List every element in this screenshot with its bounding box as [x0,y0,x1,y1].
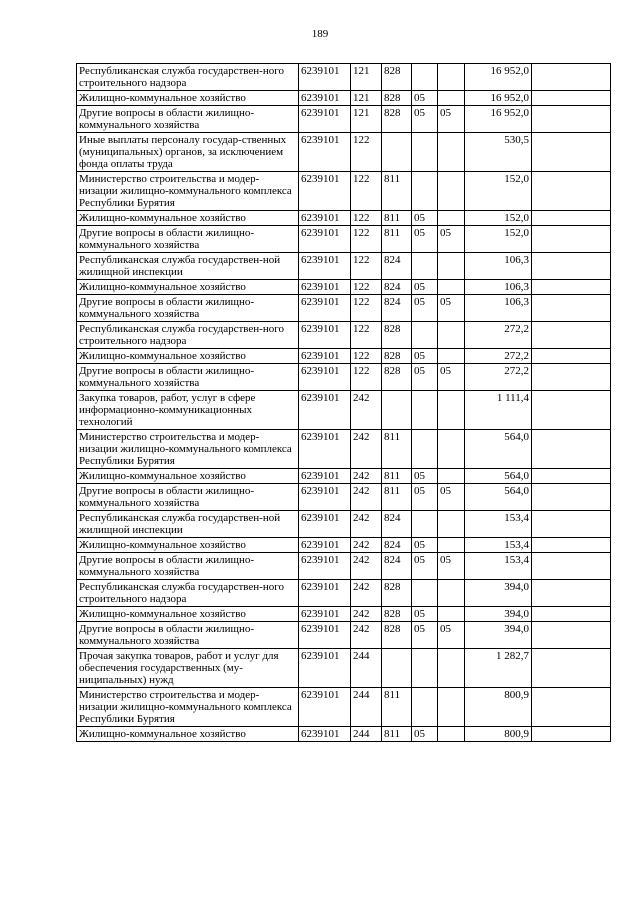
cell-section [412,430,438,469]
cell-target-article: 6239101 [299,226,351,253]
cell-subsection: 05 [438,553,465,580]
table-row [77,295,611,322]
cell-target-article: 6239101 [299,211,351,226]
cell-empty [532,580,611,607]
cell-empty [532,553,611,580]
cell-subsection [438,580,465,607]
cell-section: 05 [412,106,438,133]
cell-target-article: 6239101 [299,538,351,553]
table-row [77,688,611,727]
cell-expense-type: 122 [351,226,382,253]
cell-empty [532,226,611,253]
cell-ministry-code: 824 [382,280,412,295]
table-body [77,64,611,742]
cell-section: 05 [412,469,438,484]
page-number: 189 [311,28,329,40]
cell-ministry-code: 828 [382,607,412,622]
cell-ministry-code: 828 [382,106,412,133]
cell-target-article: 6239101 [299,295,351,322]
cell-amount: 564,0 [465,430,532,469]
cell-empty [532,688,611,727]
cell-expense-type: 242 [351,430,382,469]
cell-target-article: 6239101 [299,349,351,364]
cell-amount: 272,2 [465,364,532,391]
cell-target-article: 6239101 [299,688,351,727]
cell-ministry-code [382,133,412,172]
cell-subsection [438,322,465,349]
budget-table [76,63,611,742]
table-row [77,253,611,280]
table-row [77,538,611,553]
cell-section: 05 [412,553,438,580]
cell-subsection [438,349,465,364]
cell-section: 05 [412,484,438,511]
cell-amount: 564,0 [465,484,532,511]
cell-name: Другие вопросы в области жилищно-коммунального хозяйства [77,295,299,322]
cell-section [412,133,438,172]
cell-section [412,391,438,430]
cell-target-article: 6239101 [299,133,351,172]
cell-ministry-code: 824 [382,538,412,553]
cell-subsection [438,538,465,553]
cell-subsection [438,430,465,469]
cell-expense-type: 121 [351,106,382,133]
cell-empty [532,322,611,349]
cell-amount: 153,4 [465,511,532,538]
cell-subsection [438,391,465,430]
cell-subsection: 05 [438,484,465,511]
cell-subsection [438,280,465,295]
cell-expense-type: 242 [351,469,382,484]
cell-empty [532,91,611,106]
cell-expense-type: 122 [351,349,382,364]
cell-expense-type: 122 [351,364,382,391]
cell-name: Жилищно-коммунальное хозяйство [77,211,299,226]
cell-empty [532,133,611,172]
cell-name: Министерство строительства и модер-низации жилищно-коммунального комплекса Республики Бурятия [77,172,299,211]
cell-expense-type: 242 [351,580,382,607]
cell-section [412,253,438,280]
cell-ministry-code: 811 [382,430,412,469]
cell-target-article: 6239101 [299,280,351,295]
cell-name: Другие вопросы в области жилищно-коммунального хозяйства [77,226,299,253]
cell-expense-type: 121 [351,91,382,106]
cell-amount: 394,0 [465,580,532,607]
cell-amount: 152,0 [465,226,532,253]
cell-subsection [438,688,465,727]
cell-ministry-code: 828 [382,64,412,91]
cell-target-article: 6239101 [299,172,351,211]
cell-empty [532,511,611,538]
cell-amount: 152,0 [465,211,532,226]
cell-subsection [438,133,465,172]
cell-expense-type: 242 [351,511,382,538]
cell-amount: 16 952,0 [465,64,532,91]
cell-name: Другие вопросы в области жилищно-коммунального хозяйства [77,106,299,133]
table-row [77,580,611,607]
cell-section: 05 [412,280,438,295]
cell-name: Жилищно-коммунальное хозяйство [77,607,299,622]
cell-expense-type: 122 [351,253,382,280]
cell-empty [532,649,611,688]
cell-ministry-code: 824 [382,553,412,580]
cell-amount: 1 282,7 [465,649,532,688]
cell-empty [532,172,611,211]
cell-subsection [438,607,465,622]
cell-amount: 1 111,4 [465,391,532,430]
table-row [77,91,611,106]
table-row [77,280,611,295]
cell-name: Другие вопросы в области жилищно-коммунального хозяйства [77,364,299,391]
cell-ministry-code: 828 [382,364,412,391]
cell-empty [532,364,611,391]
cell-section: 05 [412,211,438,226]
cell-name: Другие вопросы в области жилищно-коммунального хозяйства [77,484,299,511]
cell-target-article: 6239101 [299,322,351,349]
cell-section: 05 [412,226,438,253]
cell-subsection [438,64,465,91]
table-row [77,607,611,622]
cell-subsection [438,253,465,280]
cell-subsection: 05 [438,106,465,133]
table-row [77,106,611,133]
cell-subsection: 05 [438,622,465,649]
cell-name: Прочая закупка товаров, работ и услуг для обеспечения государственных (му-ниципальных) нужд [77,649,299,688]
cell-amount: 16 952,0 [465,91,532,106]
cell-expense-type: 244 [351,688,382,727]
cell-name: Республиканская служба государствен-ного строительного надзора [77,64,299,91]
cell-name: Жилищно-коммунальное хозяйство [77,538,299,553]
cell-empty [532,469,611,484]
table-row [77,322,611,349]
cell-amount: 530,5 [465,133,532,172]
cell-name: Министерство строительства и модер-низации жилищно-коммунального комплекса Республики Бурятия [77,688,299,727]
cell-name: Другие вопросы в области жилищно-коммунального хозяйства [77,622,299,649]
cell-section: 05 [412,364,438,391]
cell-expense-type: 242 [351,622,382,649]
cell-expense-type: 122 [351,322,382,349]
cell-name: Жилищно-коммунальное хозяйство [77,280,299,295]
cell-empty [532,349,611,364]
cell-subsection [438,211,465,226]
cell-ministry-code [382,649,412,688]
cell-section: 05 [412,607,438,622]
cell-empty [532,484,611,511]
cell-ministry-code: 811 [382,172,412,211]
table-row [77,484,611,511]
cell-amount: 16 952,0 [465,106,532,133]
cell-expense-type: 121 [351,64,382,91]
cell-target-article: 6239101 [299,391,351,430]
cell-ministry-code: 811 [382,688,412,727]
cell-section [412,511,438,538]
cell-ministry-code: 828 [382,349,412,364]
table-row [77,622,611,649]
cell-name: Министерство строительства и модер-низации жилищно-коммунального комплекса Республики Бурятия [77,430,299,469]
cell-expense-type: 242 [351,553,382,580]
cell-amount: 106,3 [465,280,532,295]
cell-amount: 153,4 [465,553,532,580]
table-row [77,511,611,538]
cell-expense-type: 242 [351,607,382,622]
cell-section [412,64,438,91]
table-row [77,349,611,364]
table-row [77,364,611,391]
cell-subsection: 05 [438,364,465,391]
cell-empty [532,391,611,430]
cell-target-article: 6239101 [299,553,351,580]
cell-name: Республиканская служба государствен-ной жилищной инспекции [77,253,299,280]
cell-section: 05 [412,349,438,364]
cell-target-article: 6239101 [299,64,351,91]
cell-ministry-code: 811 [382,484,412,511]
cell-subsection [438,469,465,484]
cell-empty [532,280,611,295]
cell-empty [532,64,611,91]
cell-section: 05 [412,538,438,553]
cell-section: 05 [412,622,438,649]
cell-subsection: 05 [438,295,465,322]
cell-expense-type: 122 [351,211,382,226]
cell-target-article: 6239101 [299,727,351,742]
cell-target-article: 6239101 [299,364,351,391]
cell-target-article: 6239101 [299,91,351,106]
cell-expense-type: 122 [351,133,382,172]
cell-name: Иные выплаты персоналу государ-ственных (муниципальных) органов, за исключением фонда оплаты труда [77,133,299,172]
cell-target-article: 6239101 [299,649,351,688]
table-row [77,172,611,211]
cell-target-article: 6239101 [299,511,351,538]
cell-subsection [438,727,465,742]
cell-ministry-code: 811 [382,211,412,226]
cell-empty [532,430,611,469]
cell-ministry-code: 811 [382,727,412,742]
cell-amount: 152,0 [465,172,532,211]
table-row [77,64,611,91]
cell-name: Другие вопросы в области жилищно-коммунального хозяйства [77,553,299,580]
cell-section [412,649,438,688]
cell-ministry-code: 824 [382,295,412,322]
cell-expense-type: 122 [351,280,382,295]
cell-name: Закупка товаров, работ, услуг в сфере информационно-коммуникационных технологий [77,391,299,430]
cell-amount: 272,2 [465,349,532,364]
cell-empty [532,607,611,622]
cell-target-article: 6239101 [299,430,351,469]
cell-amount: 564,0 [465,469,532,484]
cell-amount: 394,0 [465,622,532,649]
cell-ministry-code: 824 [382,511,412,538]
cell-target-article: 6239101 [299,580,351,607]
cell-name: Жилищно-коммунальное хозяйство [77,469,299,484]
cell-empty [532,106,611,133]
cell-empty [532,253,611,280]
cell-ministry-code: 828 [382,622,412,649]
table-row [77,469,611,484]
cell-amount: 106,3 [465,295,532,322]
cell-name: Республиканская служба государствен-ной жилищной инспекции [77,511,299,538]
cell-ministry-code: 824 [382,253,412,280]
cell-amount: 800,9 [465,688,532,727]
cell-expense-type: 242 [351,484,382,511]
cell-section [412,172,438,211]
cell-amount: 272,2 [465,322,532,349]
cell-section [412,322,438,349]
cell-expense-type: 242 [351,538,382,553]
cell-section: 05 [412,727,438,742]
cell-amount: 394,0 [465,607,532,622]
cell-name: Жилищно-коммунальное хозяйство [77,727,299,742]
cell-subsection [438,172,465,211]
cell-empty [532,727,611,742]
cell-target-article: 6239101 [299,469,351,484]
cell-amount: 153,4 [465,538,532,553]
cell-ministry-code: 811 [382,469,412,484]
cell-expense-type: 244 [351,727,382,742]
cell-expense-type: 122 [351,172,382,211]
cell-empty [532,211,611,226]
cell-target-article: 6239101 [299,484,351,511]
table-row [77,430,611,469]
cell-expense-type: 122 [351,295,382,322]
cell-target-article: 6239101 [299,607,351,622]
cell-amount: 106,3 [465,253,532,280]
table-row [77,226,611,253]
cell-empty [532,622,611,649]
cell-target-article: 6239101 [299,106,351,133]
cell-ministry-code [382,391,412,430]
table-row [77,133,611,172]
table-row [77,553,611,580]
cell-subsection [438,91,465,106]
cell-section: 05 [412,295,438,322]
cell-amount: 800,9 [465,727,532,742]
cell-ministry-code: 828 [382,322,412,349]
cell-subsection [438,511,465,538]
cell-name: Республиканская служба государствен-ного строительного надзора [77,580,299,607]
table-row [77,649,611,688]
cell-subsection [438,649,465,688]
table-row [77,391,611,430]
cell-name: Жилищно-коммунальное хозяйство [77,349,299,364]
cell-ministry-code: 811 [382,226,412,253]
cell-section: 05 [412,91,438,106]
table-row [77,211,611,226]
cell-target-article: 6239101 [299,622,351,649]
cell-empty [532,295,611,322]
cell-section [412,580,438,607]
cell-name: Жилищно-коммунальное хозяйство [77,91,299,106]
cell-expense-type: 242 [351,391,382,430]
cell-target-article: 6239101 [299,253,351,280]
table-row [77,727,611,742]
cell-section [412,688,438,727]
cell-subsection: 05 [438,226,465,253]
cell-empty [532,538,611,553]
cell-ministry-code: 828 [382,91,412,106]
cell-name: Республиканская служба государствен-ного строительного надзора [77,322,299,349]
cell-expense-type: 244 [351,649,382,688]
cell-ministry-code: 828 [382,580,412,607]
